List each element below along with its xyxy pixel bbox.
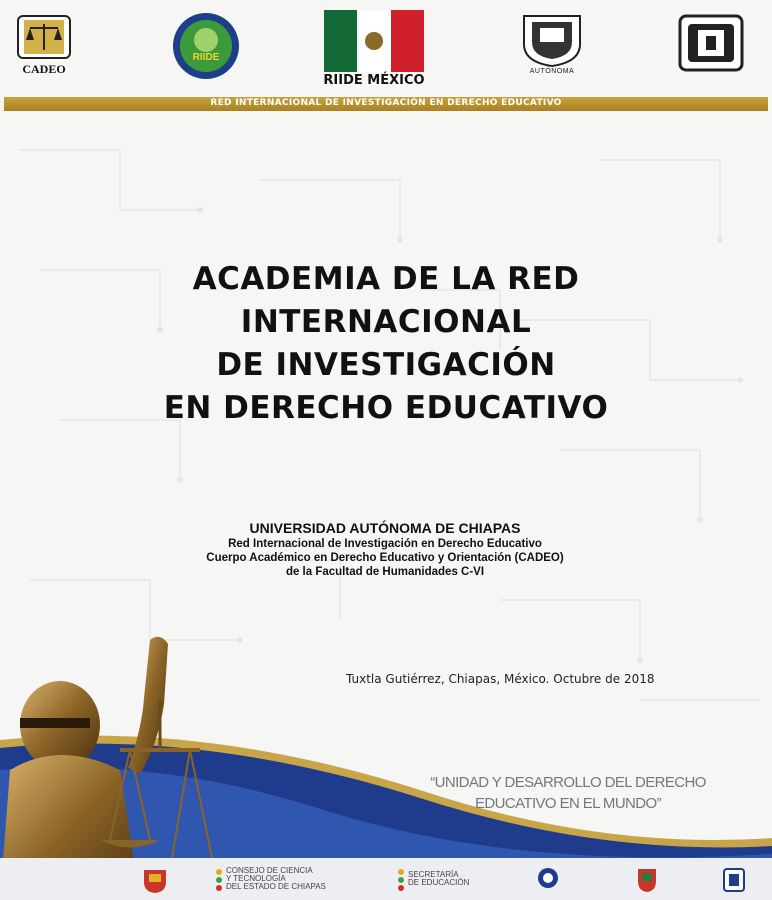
header-band-text: RED INTERNACIONAL DE INVESTIGACIÓN EN DERECHO EDUCATIVO [210, 98, 562, 108]
riide-mexico-text: RIIDE MÉXICO [323, 73, 425, 88]
main-title [86, 258, 686, 430]
riide-mexico-logo [322, 10, 426, 90]
riide-logo [170, 10, 242, 82]
title-line-4: EN DERECHO EDUCATIVO [163, 390, 609, 426]
university-name: UNIVERSIDAD AUTÓNOMA DE CHIAPAS [249, 520, 521, 536]
cocytech-text: CONSEJO DE CIENCIA Y TECNOLOGÍA DEL ESTADO DE CHIAPAS [226, 866, 326, 891]
education-emblem-icon [536, 866, 560, 894]
header-band [4, 97, 768, 111]
academic-body: Cuerpo Académico en Derecho Educativo y Orientación (CADEO) [206, 552, 564, 564]
title-line-3: DE INVESTIGACIÓN [216, 347, 556, 383]
title-line-1: ACADEMIA DE LA RED [192, 261, 580, 297]
motto-line-1: “UNIDAD Y DESARROLLO DEL DERECHO [430, 774, 706, 791]
unach-small-crest-icon [722, 866, 746, 894]
riide-emblem-icon [170, 10, 242, 82]
network-name: Red Internacional de Investigación en Derecho Educativo [228, 538, 542, 550]
chiapas-crest-icon [142, 866, 168, 894]
unach-caption: AUTÓNOMA [529, 68, 575, 75]
footer-logos [0, 858, 772, 900]
cocytech-dots-icon [214, 868, 224, 892]
mexico-flag-icon [324, 10, 424, 72]
title-line-2: INTERNACIONAL [240, 304, 532, 340]
humanidades-logo [676, 12, 746, 74]
institution-block [160, 520, 610, 579]
motto [398, 772, 738, 814]
unach-shield-icon [518, 12, 586, 68]
riide-logo-text: RIIDE [192, 52, 220, 63]
place-date: Tuxtla Gutiérrez, Chiapas, México. Octubre de 2018 [346, 672, 655, 686]
sep-text: SECRETARÍA DE EDUCACIÓN [408, 870, 470, 887]
cadeo-logo [14, 12, 74, 80]
scales-icon [14, 12, 74, 66]
municipal-crest-icon [636, 866, 658, 894]
faculty-crest-icon [676, 12, 746, 74]
cadeo-logo-text: CADEO [22, 62, 66, 76]
unach-logo [518, 12, 586, 78]
motto-line-2: EDUCATIVO EN EL MUNDO” [475, 795, 661, 812]
faculty-name: de la Facultad de Humanidades C-VI [285, 566, 485, 578]
sep-dots-icon [396, 868, 406, 892]
